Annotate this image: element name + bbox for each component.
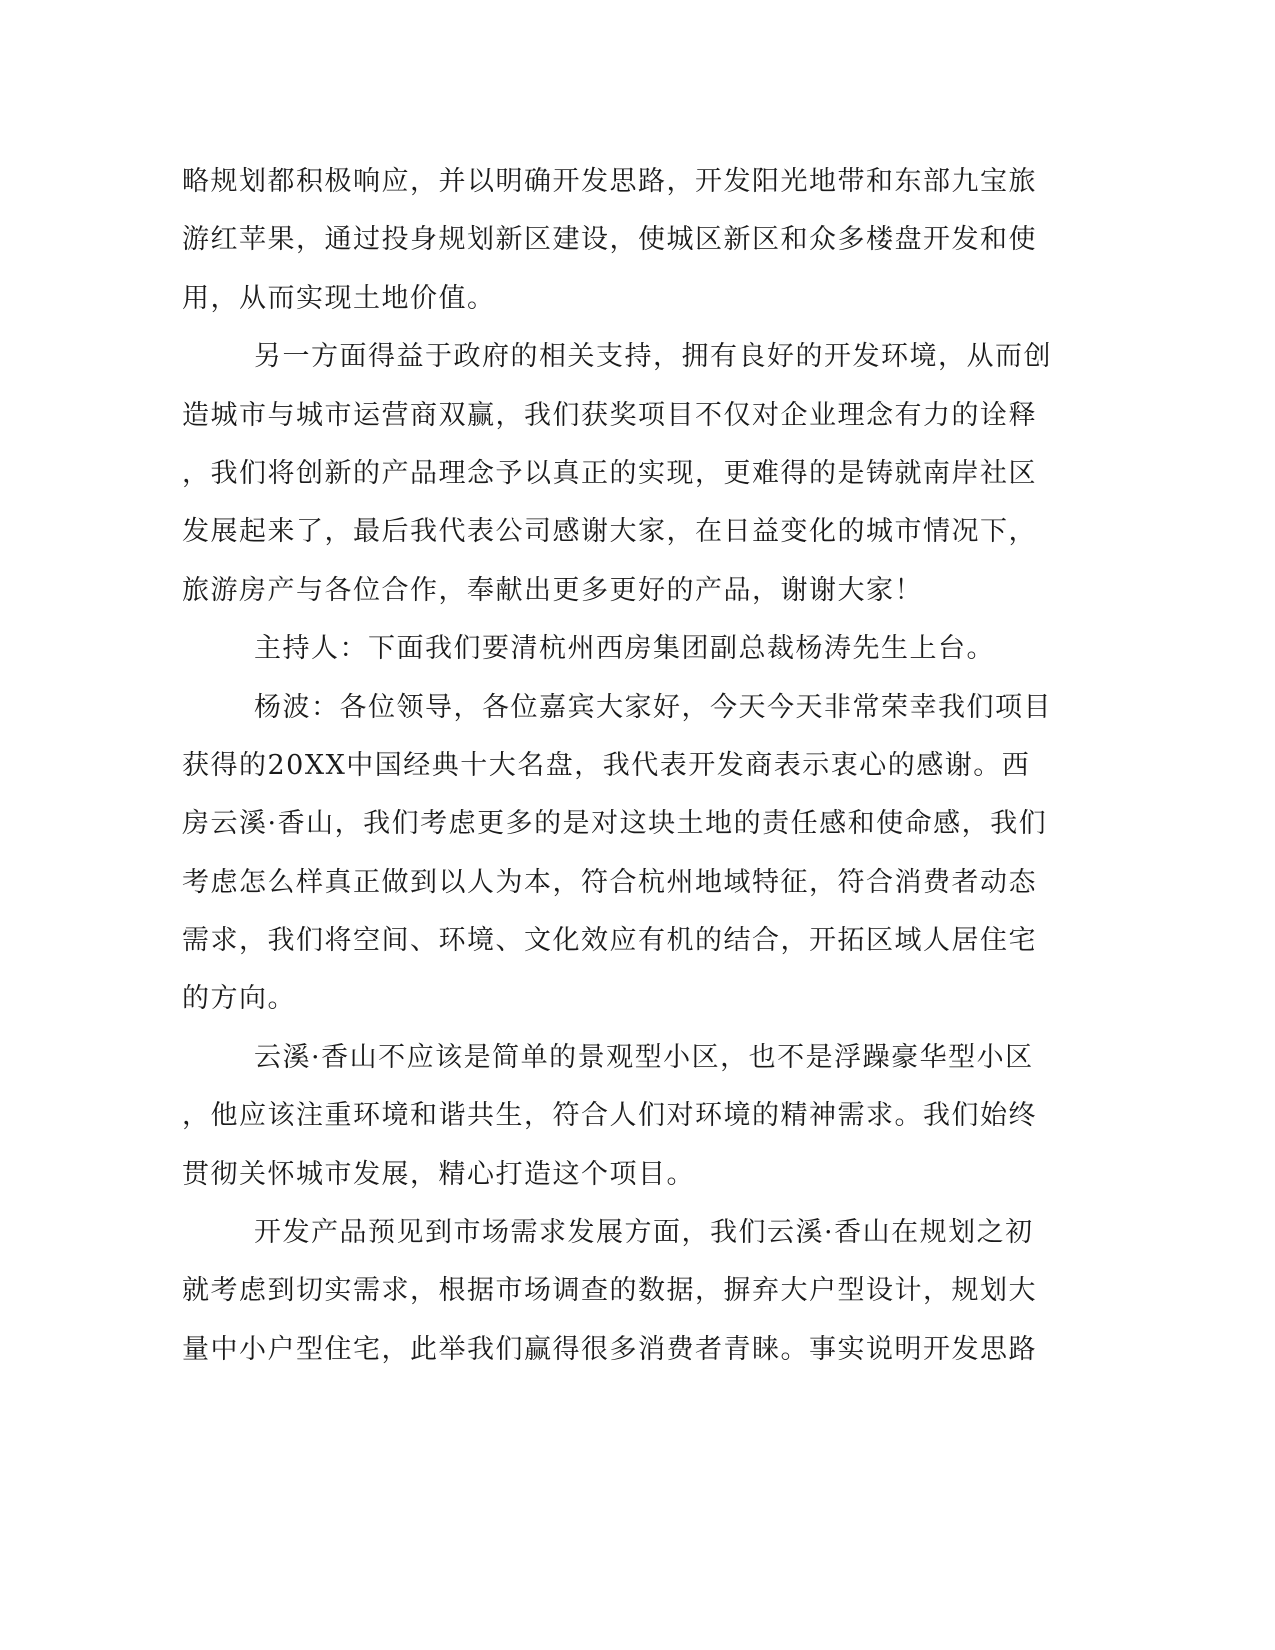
text-line: 用，从而实现土地价值。: [182, 282, 496, 314]
text-line: ，我们将创新的产品理念予以真正的实现，更难得的是铸就南岸社区: [182, 457, 1037, 489]
text-line: 发展起来了，最后我代表公司感谢大家，在日益变化的城市情况下，: [182, 516, 1037, 548]
text-line: 需求，我们将空间、环境、文化效应有机的结合，开拓区域人居住宅: [182, 925, 1037, 957]
paragraph-first-line: 云溪·香山不应该是简单的景观型小区，也不是浮躁豪华型小区: [254, 1041, 1034, 1073]
text-line: 造城市与城市运营商双赢，我们获奖项目不仅对企业理念有力的诠释: [182, 399, 1037, 431]
paragraph-first-line: 主持人：下面我们要清杭州西房集团副总裁杨涛先生上台。: [254, 633, 995, 665]
text-line: 量中小户型住宅，此举我们赢得很多消费者青睐。事实说明开发思路: [182, 1333, 1037, 1365]
text-line: 旅游房产与各位合作，奉献出更多更好的产品，谢谢大家！: [182, 574, 923, 606]
text-line: 的方向。: [182, 983, 296, 1015]
paragraph-first-line: 另一方面得益于政府的相关支持，拥有良好的开发环境，从而创: [254, 341, 1052, 373]
document-body: [182, 153, 1052, 1379]
text-line: 就考虑到切实需求，根据市场调查的数据，摒弃大户型设计，规划大: [182, 1275, 1037, 1307]
paragraph-first-line: 杨波：各位领导，各位嘉宾大家好，今天今天非常荣幸我们项目: [254, 691, 1052, 723]
text-line: 获得的20XX中国经典十大名盘，我代表开发商表示衷心的感谢。西: [182, 749, 1031, 781]
text-line: 略规划都积极响应，并以明确开发思路，开发阳光地带和东部九宝旅: [182, 166, 1037, 197]
text-line: 房云溪·香山，我们考虑更多的是对这块土地的责任感和使命感，我们: [182, 808, 1048, 840]
text-line: 游红苹果，通过投身规划新区建设，使城区新区和众多楼盘开发和使: [182, 224, 1037, 256]
text-line: ，他应该注重环境和谐共生，符合人们对环境的精神需求。我们始终: [182, 1100, 1037, 1132]
paragraph-first-line: 开发产品预见到市场需求发展方面，我们云溪·香山在规划之初: [254, 1217, 1034, 1249]
text-line: 贯彻关怀城市发展，精心打造这个项目。: [182, 1158, 695, 1190]
text-line: 考虑怎么样真正做到以人为本，符合杭州地域特征，符合消费者动态: [182, 866, 1037, 898]
